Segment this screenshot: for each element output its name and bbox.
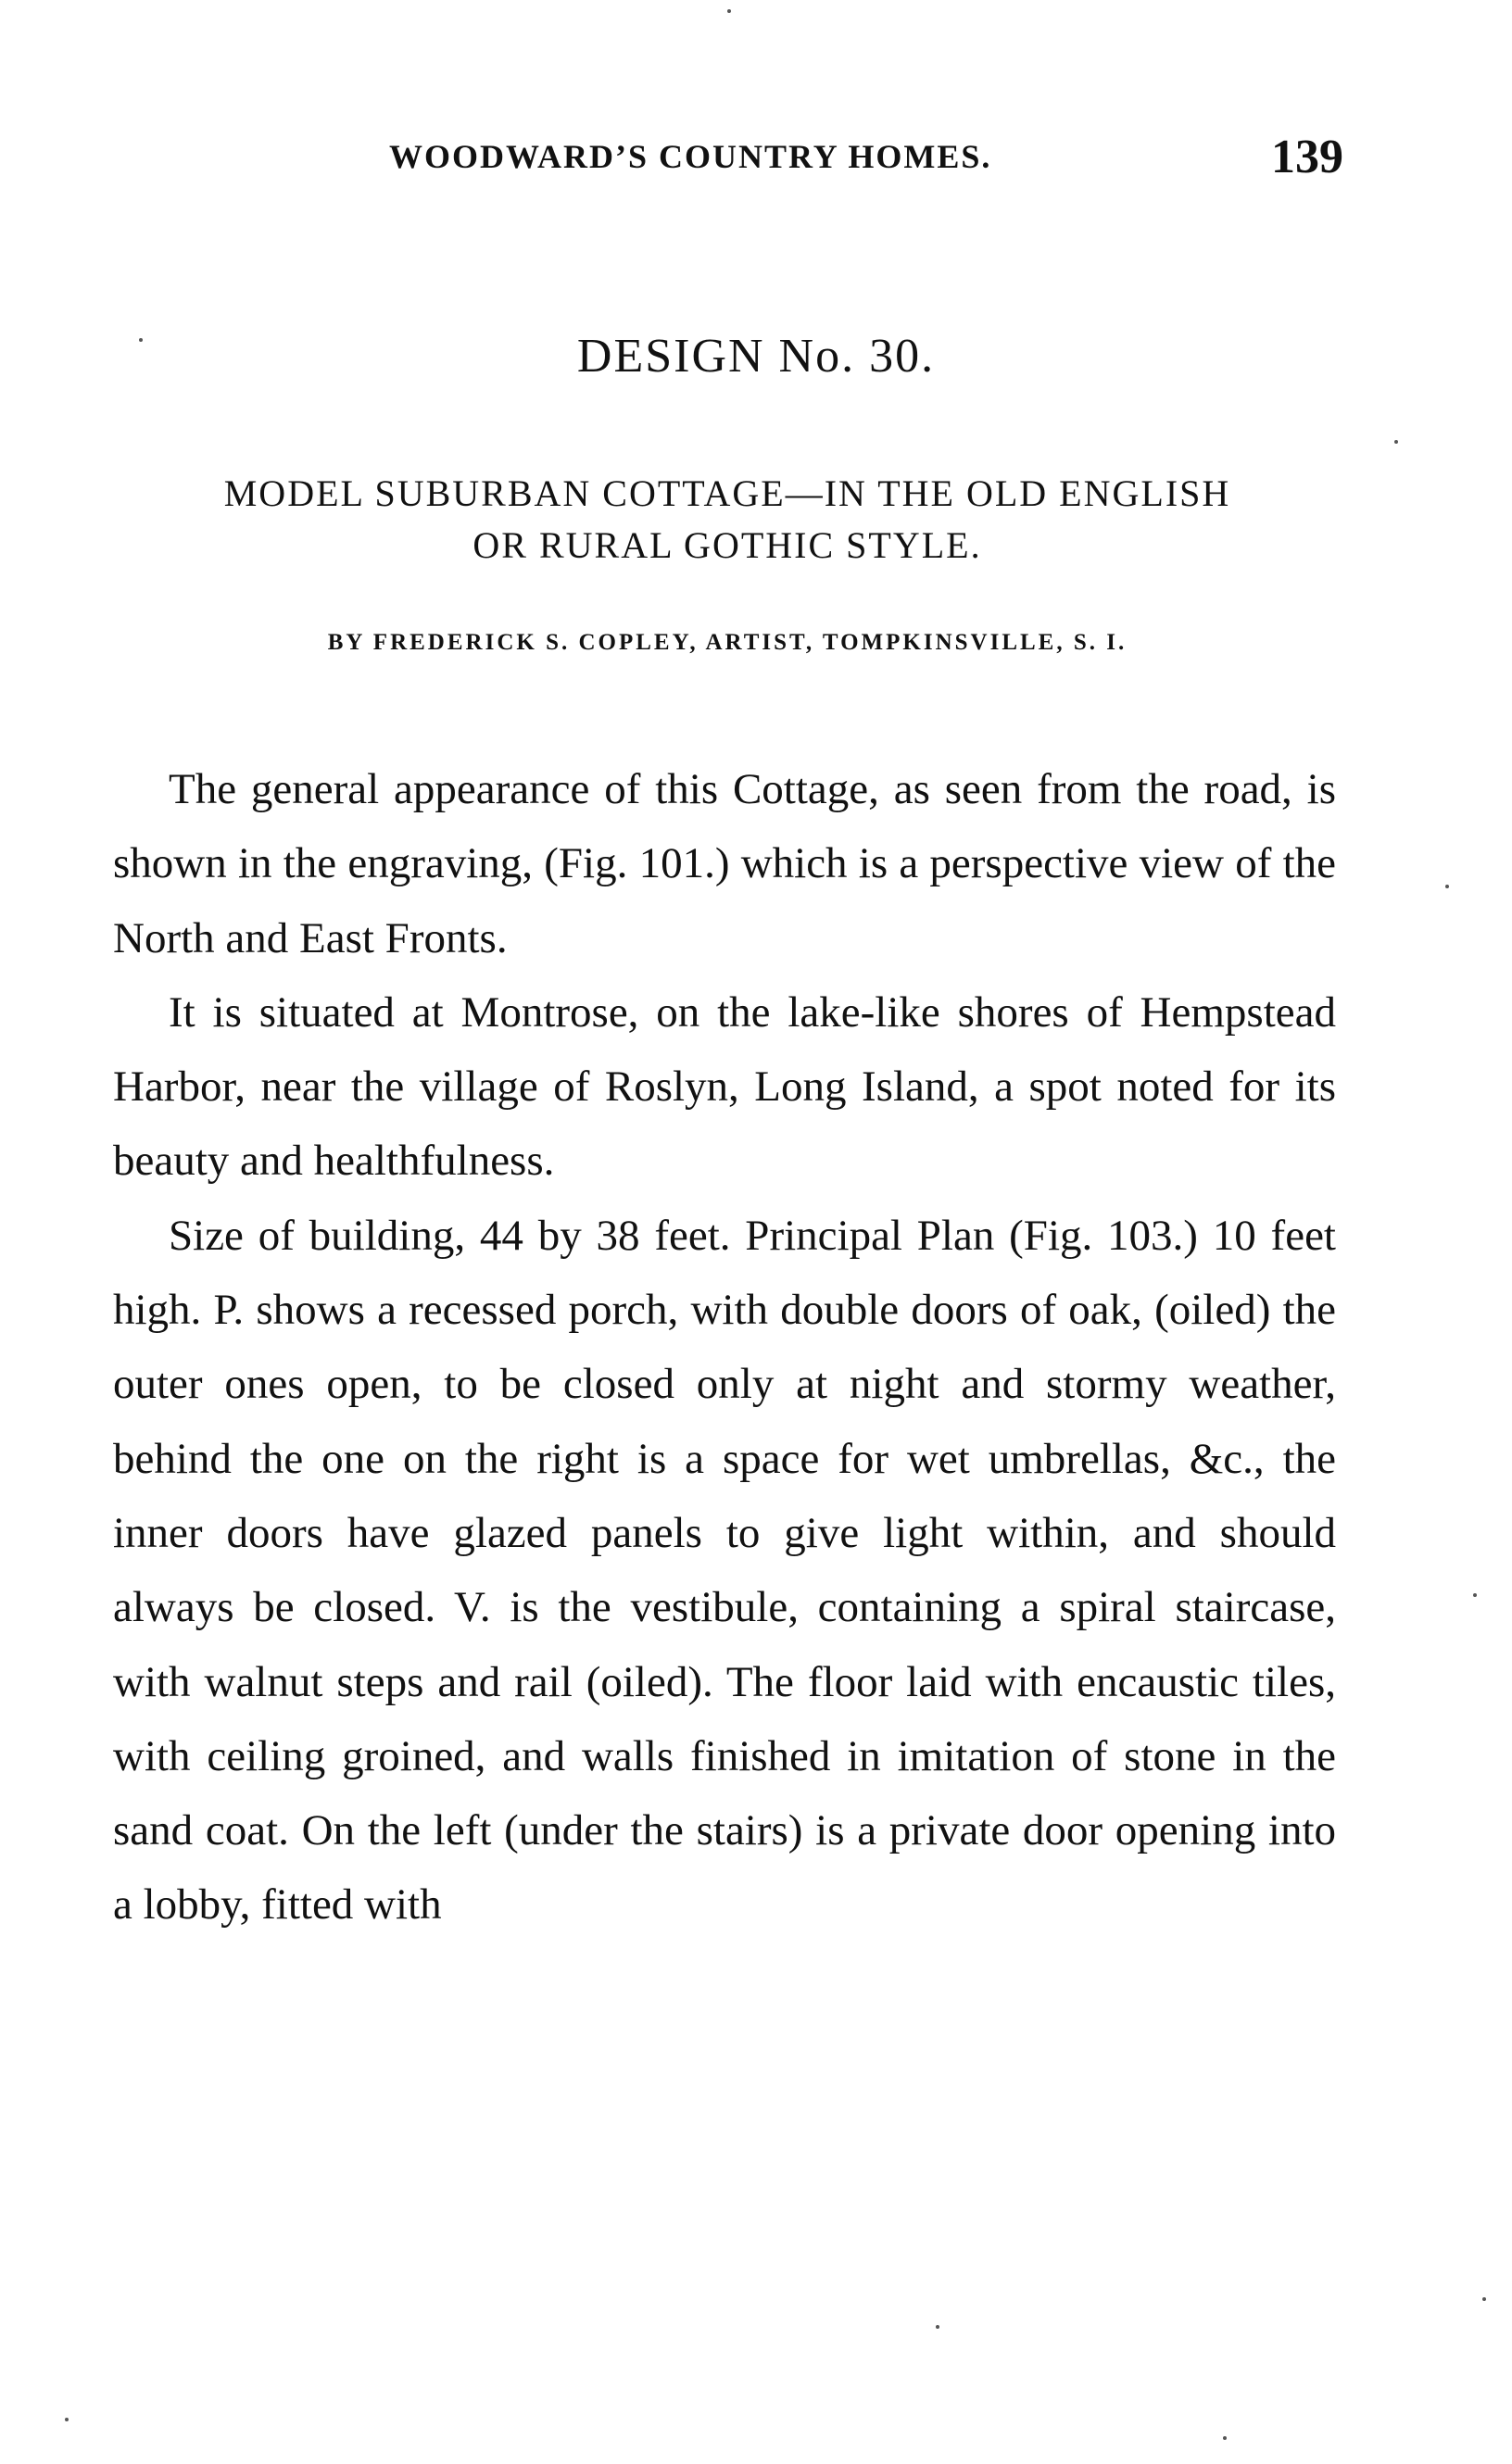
design-subtitle [111, 468, 1343, 572]
author-byline: BY FREDERICK S. COPLEY, ARTIST, TOMPKINSVILLE, S. I. [327, 630, 1128, 655]
paragraph-2: It is situated at Montrose, on the lake-like shores of Hempstead Harbor, near the village of Roslyn, Long Island, a spot noted for its beauty and healthfulness. [113, 987, 1336, 1186]
scan-speck [1223, 2436, 1227, 2440]
paragraph-3: Size of building, 44 by 38 feet. Principal Plan (Fig. 103.) 10 feet high. P. shows a recessed porch, with double doors of oak, (oiled) the outer ones open, to be closed only at night and stormy weather, behind the one on the right is a space for wet umbrellas, &c., the inner doors have glazed panels to give light within, and should always be closed. V. is the vestibule, containing a spiral staircase, with walnut steps and rail (oiled). The floor laid with encaustic tiles, with ceiling groined, and walls finished in imitation of stone in the sand coat. On the left (under the stairs) is a private door opening into a lobby, fitted with [113, 1211, 1336, 1930]
running-title: WOODWARD’S COUNTRY HOMES. [389, 138, 992, 175]
scan-speck [1445, 885, 1449, 888]
body-text [113, 752, 1336, 1942]
running-head [111, 130, 1343, 185]
scan-speck [936, 2325, 939, 2329]
scan-speck [139, 338, 143, 342]
paragraph-1: The general appearance of this Cottage, as seen from the road, is shown in the engraving, (Fig. 101.) which is a perspective view of the North and East Fronts. [113, 765, 1336, 962]
scan-speck [65, 2418, 69, 2421]
design-title: DESIGN No. 30. [576, 330, 936, 383]
scan-speck [1394, 440, 1398, 444]
scan-speck [1473, 1593, 1477, 1597]
subtitle-line-2: OR RURAL GOTHIC STYLE. [472, 524, 982, 566]
scan-speck [1482, 2297, 1486, 2301]
subtitle-line-1: MODEL SUBURBAN COTTAGE—IN THE OLD ENGLISH [223, 472, 1231, 514]
page-number: 139 [1271, 131, 1343, 183]
scan-speck [727, 9, 731, 13]
